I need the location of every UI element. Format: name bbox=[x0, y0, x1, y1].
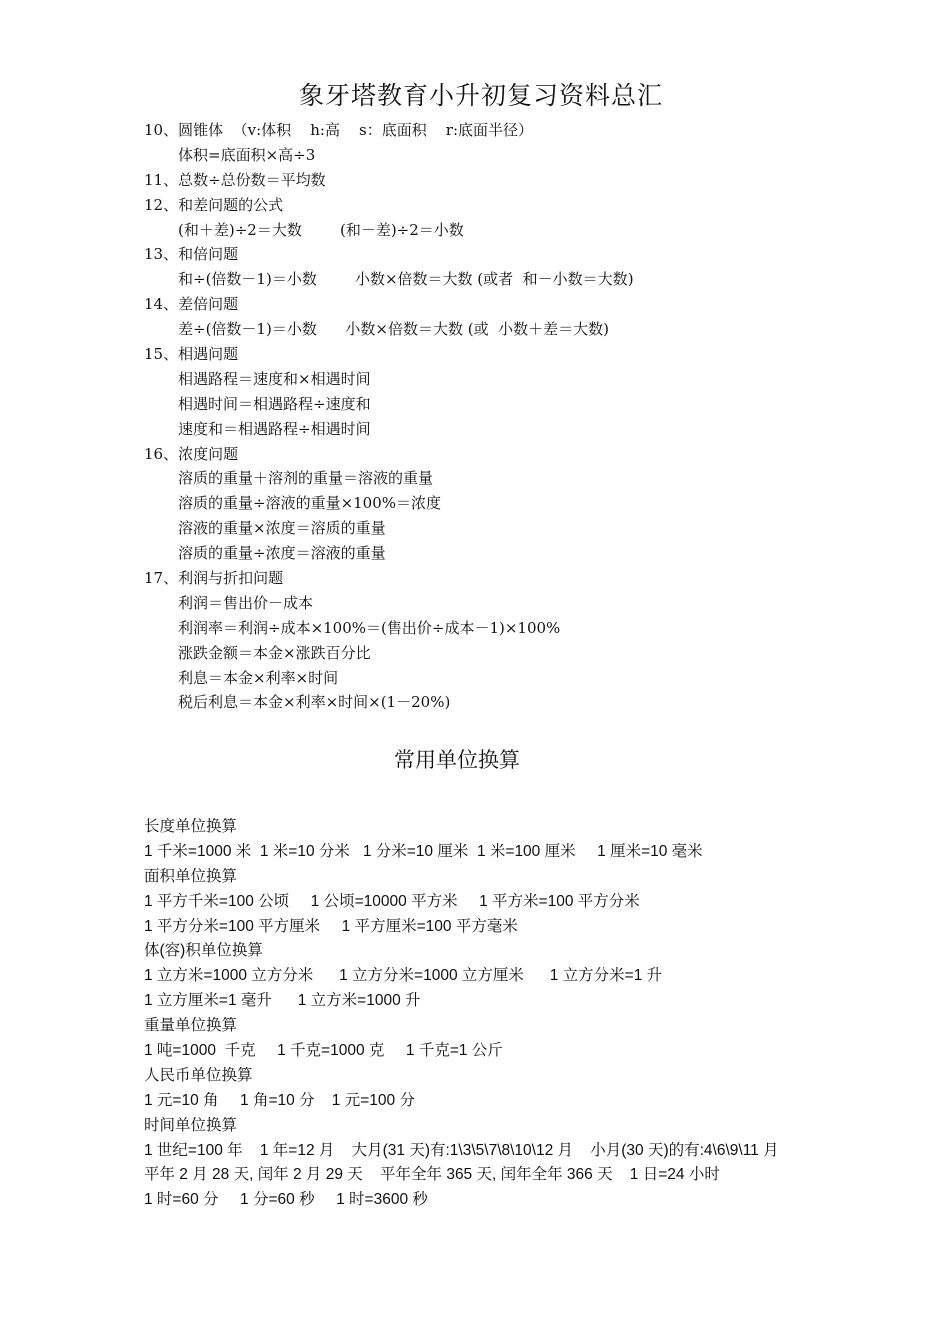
formula-line: 相遇路程＝速度和×相遇时间 bbox=[178, 369, 371, 388]
unit-line: 1 吨=1000 千克 1 千克=1000 克 1 千克=1 公斤 bbox=[144, 1042, 503, 1060]
formula-line: (和＋差)÷2＝大数 (和－差)÷2＝小数 bbox=[178, 220, 464, 239]
page-title: 象牙塔教育小升初复习资料总汇 bbox=[298, 81, 663, 110]
unit-line: 1 时=60 分 1 分=60 秒 1 时=3600 秒 bbox=[144, 1191, 428, 1209]
unit-line: 长度单位换算 bbox=[144, 818, 238, 835]
unit-line: 1 平方分米=100 平方厘米 1 平方厘米=100 平方毫米 bbox=[144, 917, 518, 935]
unit-line: 1 立方厘米=1 毫升 1 立方米=1000 升 bbox=[144, 992, 421, 1010]
formula-line: 体积=底面积×高÷3 bbox=[178, 145, 316, 164]
formula-line: 利息＝本金×利率×时间 bbox=[178, 668, 339, 687]
formula-line: 相遇时间＝相遇路程÷速度和 bbox=[178, 394, 371, 413]
formula-line: 15、相遇问题 bbox=[144, 345, 239, 364]
formula-line: 16、浓度问题 bbox=[144, 444, 239, 463]
unit-line: 人民币单位换算 bbox=[144, 1066, 253, 1084]
formula-line: 17、利润与折扣问题 bbox=[144, 569, 284, 588]
formula-line: 14、差倍问题 bbox=[144, 295, 239, 314]
formula-line: 11、总数÷总份数＝平均数 bbox=[144, 170, 326, 189]
formula-line: 和÷(倍数－1)＝小数 小数×倍数＝大数 (或者 和－小数＝大数) bbox=[178, 270, 634, 289]
formula-line: 涨跌金额＝本金×涨跌百分比 bbox=[178, 643, 371, 662]
unit-line: 1 立方米=1000 立方分米 1 立方分米=1000 立方厘米 1 立方分米=1 升 bbox=[144, 967, 663, 985]
formula-line: 利润率＝利润÷成本×100%＝(售出价÷成本－1)×100% bbox=[178, 618, 561, 637]
formula-line: 差÷(倍数－1)＝小数 小数×倍数＝大数 (或 小数＋差＝大数) bbox=[178, 320, 610, 339]
unit-conversion-list bbox=[144, 815, 924, 1213]
unit-line: 1 平方千米=100 公顷 1 公顷=10000 平方米 1 平方米=100 平方分米 bbox=[144, 892, 640, 910]
formula-line: 速度和＝相遇路程÷相遇时间 bbox=[178, 419, 371, 438]
unit-line: 1 元=10 角 1 角=10 分 1 元=100 分 bbox=[144, 1091, 415, 1109]
formula-line: 10、圆锥体 （v:体积 h:高 s：底面积 r:底面半径） bbox=[144, 121, 534, 139]
unit-line: 面积单位换算 bbox=[144, 867, 238, 885]
formula-line: 溶质的重量÷溶液的重量×100%＝浓度 bbox=[178, 494, 442, 513]
formula-line: 13、和倍问题 bbox=[144, 245, 239, 264]
unit-line: 体(容)积单位换算 bbox=[144, 942, 263, 960]
unit-line: 重量单位换算 bbox=[144, 1017, 238, 1035]
formula-list bbox=[144, 118, 844, 715]
formula-line: 12、和差问题的公式 bbox=[144, 195, 284, 214]
unit-line: 时间单位换算 bbox=[144, 1116, 238, 1134]
section-title-units: 常用单位换算 bbox=[394, 748, 520, 772]
formula-line: 溶质的重量÷浓度＝溶液的重量 bbox=[178, 544, 386, 563]
formula-line: 溶质的重量＋溶剂的重量＝溶液的重量 bbox=[178, 469, 434, 488]
unit-line: 1 千米=1000 米 1 米=10 分米 1 分米=10 厘米 1 米=100 厘米 1 厘米=10 毫米 bbox=[144, 842, 703, 860]
formula-line: 利润＝售出价－成本 bbox=[178, 593, 314, 612]
unit-line: 1 世纪=100 年 1 年=12 月 大月(31 天)有:1\3\5\7\8\10\12 月 小月(30 天)的有:4\6\9\11 月 bbox=[144, 1141, 779, 1159]
unit-line: 平年 2 月 28 天, 闰年 2 月 29 天 平年全年 365 天, 闰年全年 366 天 1 日=24 小时 bbox=[144, 1166, 720, 1184]
formula-line: 税后利息＝本金×利率×时间×(1－20%) bbox=[178, 693, 451, 712]
formula-line: 溶液的重量×浓度＝溶质的重量 bbox=[178, 519, 386, 538]
